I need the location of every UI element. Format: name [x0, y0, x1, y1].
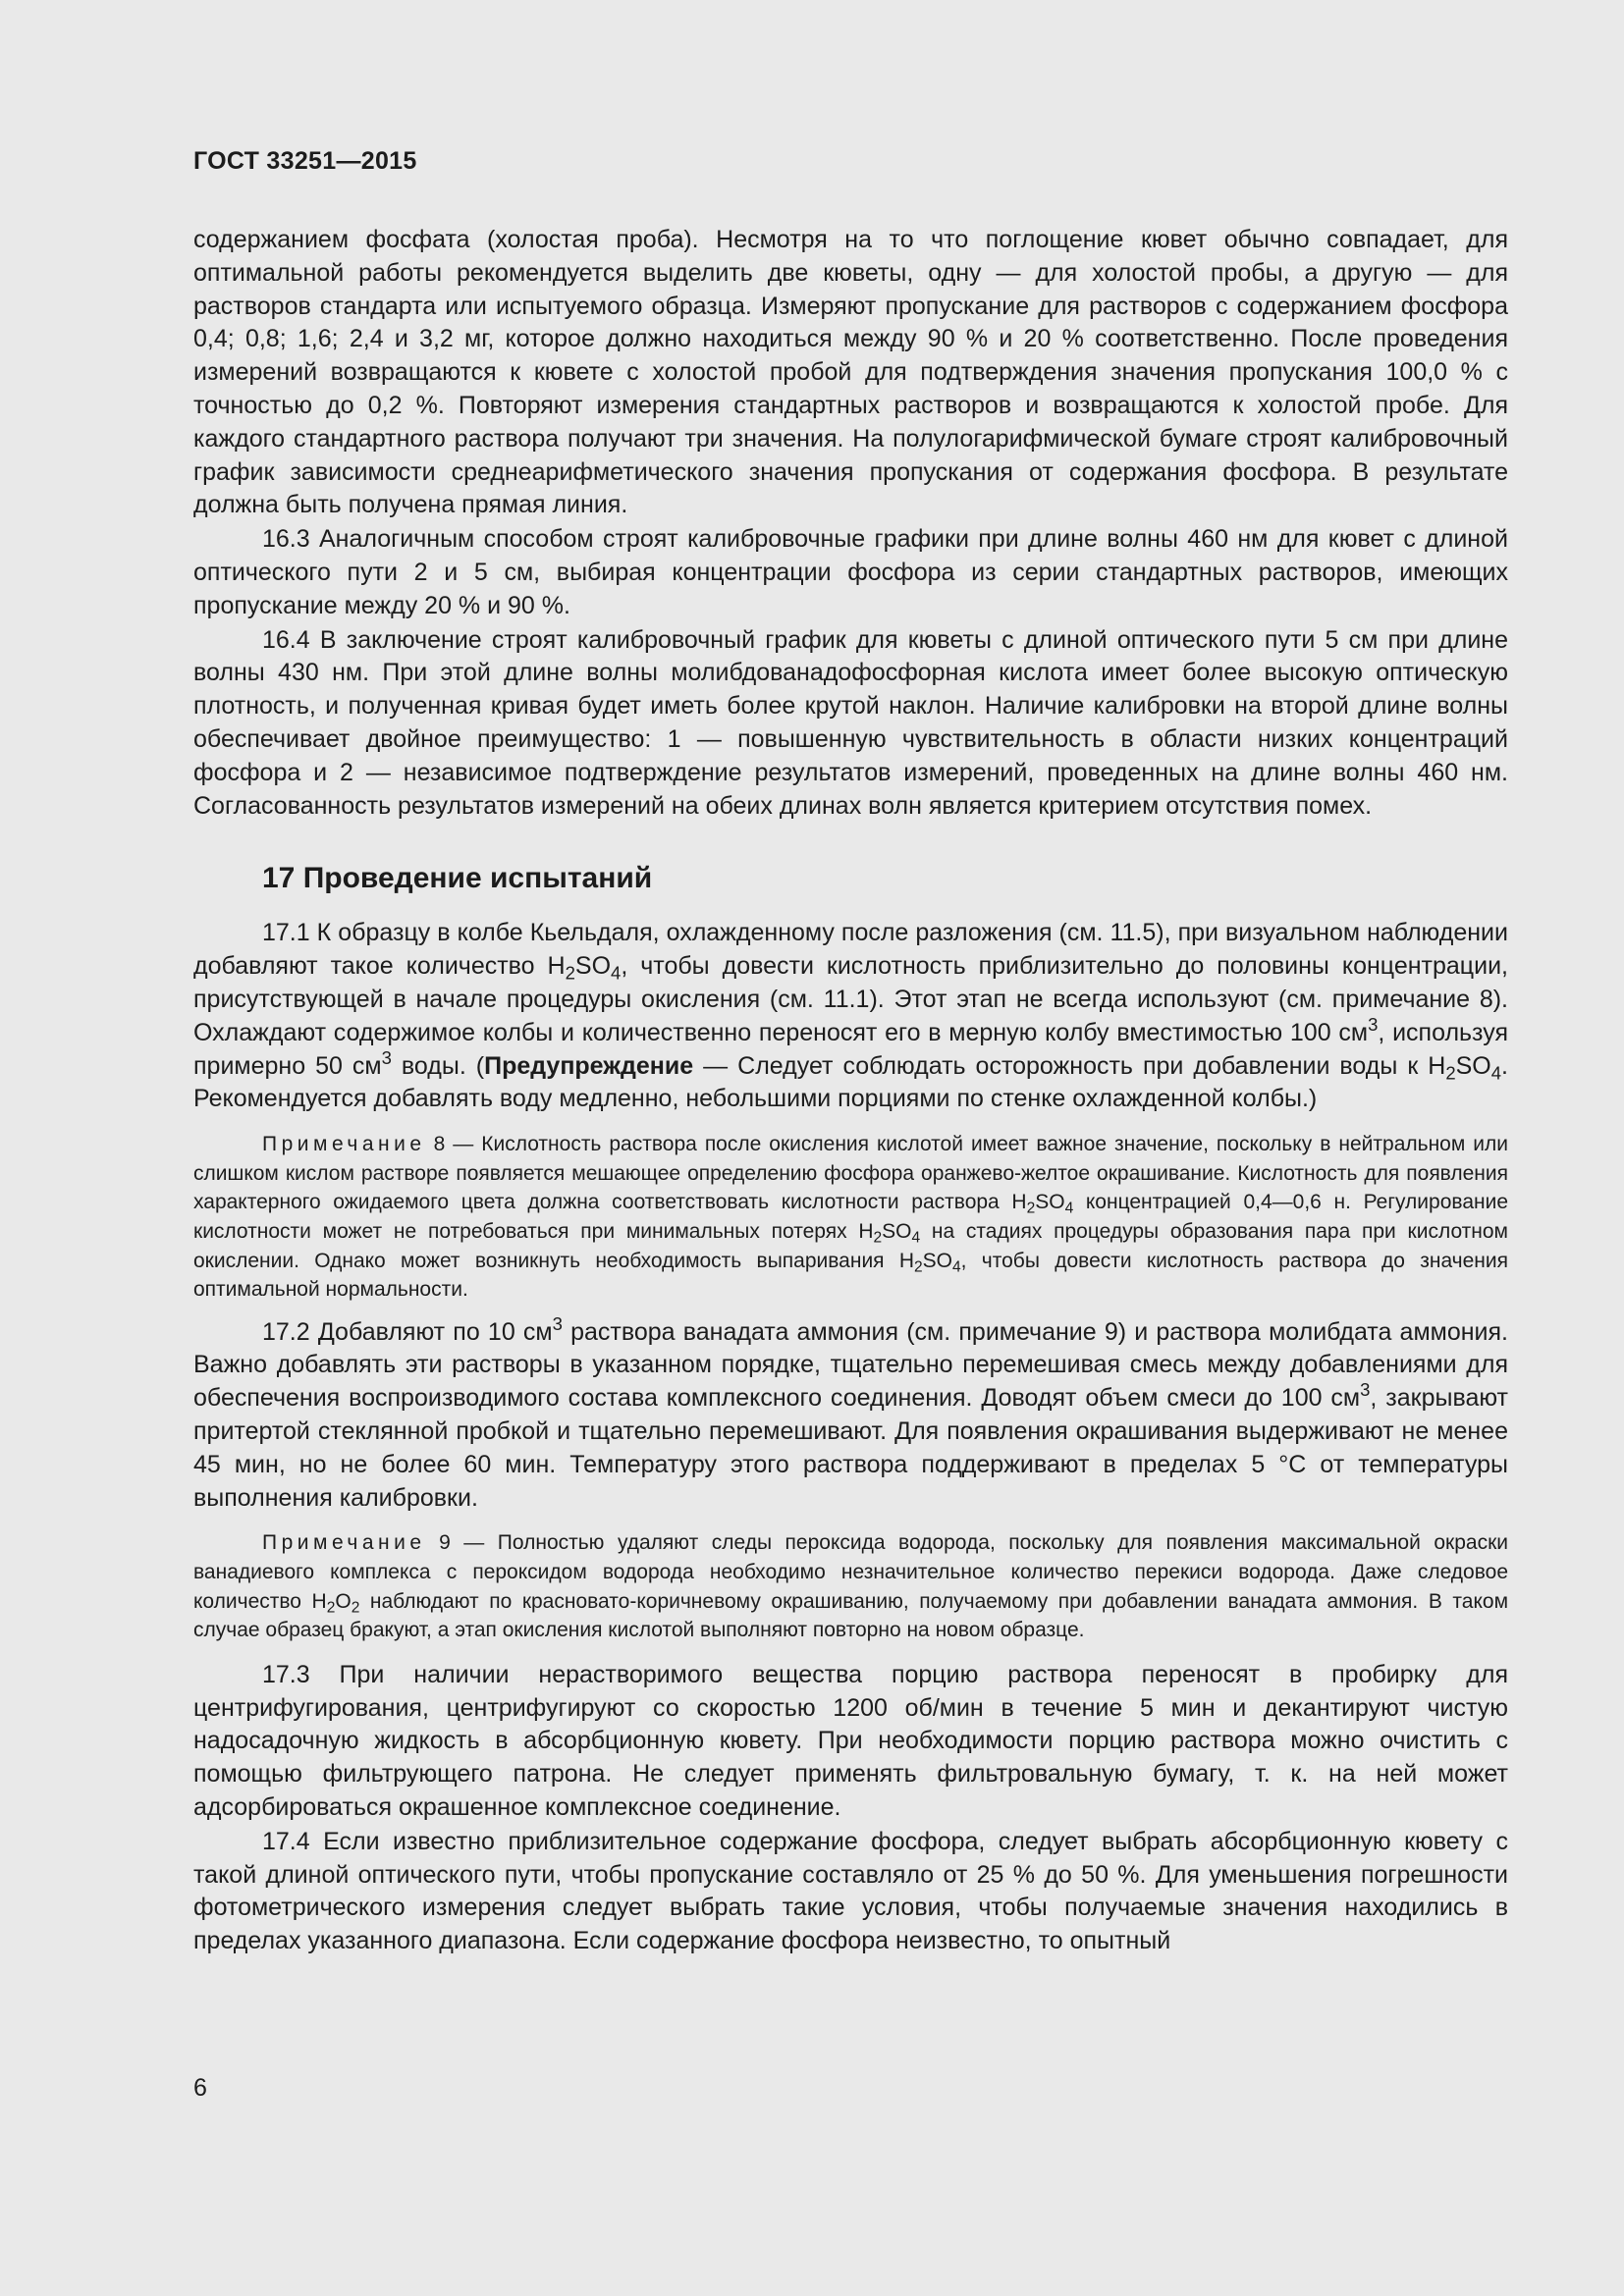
warning-label: Предупреждение: [484, 1051, 694, 1080]
paragraph-17-3: 17.3 При наличии нерастворимого вещества порцию раствора переносят в пробирку для центрифугирования, центрифугируют со скоростью 1200 об/мин в течение 5 мин и декантируют чистую надосадочную жидкость в абсорбционную кювету. При необходимости порцию раствора можно очистить с помощью фильтрующего патрона. Не следует применять фильтровальную бумагу, т. к. на ней может адсорбироваться окрашенное комплексное соединение.: [193, 1660, 1508, 1822]
document-header: ГОСТ 33251—2015: [193, 147, 417, 175]
note-9: Примечание 9 — Полностью удаляют следы пероксида водорода, поскольку для появления максимальной окраски ванадиевого комплекса с пероксидом водорода необходимо незначительное количество перекиси водорода. Даже следовое количество $H_2O_2$ наблюдают по красновато-коричневому окрашиванию, получаемому при добавлении ванадата аммония. В таком случае образец бракуют, а этап окисления кислотой выполняют повторно на новом образце.: [193, 1531, 1509, 1642]
document-body: [193, 224, 1508, 1958]
paragraph-continuation: содержанием фосфата (холостая проба). Несмотря на то что поглощение кювет обычно совпадает, для оптимальной работы рекомендуется выделить две кюветы, одну — для холостой пробы, а другую — для растворов стандарта или испытуемого образца. Измеряют пропускание для растворов с содержанием фосфора 0,4; 0,8; 1,6; 2,4 и 3,2 мг, которое должно находиться между 90 % и 20 % соответственно. После проведения измерений возвращаются к кювете с холостой пробой для подтверждения значения пропускания 100,0 % с точностью до 0,2 %. Повторяют измерения стандартных растворов и возвращаются к холостой пробе. Для каждого стандартного раствора получают три значения. На полулогарифмической бумаге строят калибровочный график зависимости среднеарифметического значения пропускания от содержания фосфора. В результате должна быть получена прямая линия.: [193, 226, 1508, 519]
page-number: 6: [193, 2074, 207, 2102]
paragraph-17-1: 17.1 К образцу в колбе Кьельдаля, охлажденному после разложения (см. 11.5), при визуальном наблюдении добавляют такое количество $H_2SO_4$, чтобы довести кислотность приблизительно до половины концентрации, присутствующей в начале процедуры окисления (см. 11.1). Этот этап не всегда используют (см. примечание 8). Охлаждают содержимое колбы и количественно переносят его в мерную колбу вместимостью 100 $см^3$, используя примерно 50 $см^3$ воды. (Предупреждение — Следует соблюдать осторожность при добавлении воды к $H_2SO_4$. Рекомендуется добавлять воду медленно, небольшими порциями по стенке охлажденной колбы.): [193, 919, 1508, 1113]
note-label: Примечание: [262, 1133, 426, 1156]
paragraph-17-4: 17.4 Если известно приблизительное содержание фосфора, следует выбрать абсорбционную кювету с такой длиной оптического пути, чтобы пропускание составляло от 25 % до 50 %. Для уменьшения погрешности фотометрического измерения следует выбрать такие условия, чтобы получаемые значения находились в пределах указанного диапазона. Если содержание фосфора неизвестно, то опытный: [193, 1827, 1508, 1955]
paragraph-16-4: 16.4 В заключение строят калибровочный график для кюветы с длиной оптического пути 5 см при длине волны 430 нм. При этой длине волны молибдованадофосфорная кислота имеет более высокую оптическую плотность, и полученная кривая будет иметь более крутой наклон. Наличие калибровки на второй длине волны обеспечивает двойное преимущество: 1 — повышенную чувствительность в области низких концентраций фосфора и 2 — независимое подтверждение результатов измерений, проведенных на длине волны 460 нм. Согласованность результатов измерений на обеих длинах волн является критерием отсутствия помех.: [193, 625, 1508, 820]
section-heading-17: 17 Проведение испытаний: [262, 862, 653, 895]
paragraph-16-3: 16.3 Аналогичным способом строят калибровочные графики при длине волны 460 нм для кювет с длиной оптического пути 2 и 5 см, выбирая концентрации фосфора из серии стандартных растворов, имеющих пропускание между 20 % и 90 %.: [193, 525, 1508, 619]
note-label: Примечание: [262, 1531, 426, 1555]
note-8: Примечание 8 — Кислотность раствора после окисления кислотой имеет важное значение, поскольку в нейтральном или слишком кислом растворе появляется мешающее определению фосфора оранжево-желтое окрашивание. Кислотность для появления характерного ожидаемого цвета должна соответствовать кислотности раствора $H_2SO_4$ концентрацией 0,4—0,6 н. Регулирование кислотности может не потребоваться при минимальных потерях $H_2SO_4$ на стадиях процедуры образования пара при кислотном окислении. Однако может возникнуть необходимость выпаривания $H_2SO_4$, чтобы довести кислотность раствора до значения оптимальной нормальности.: [193, 1133, 1509, 1302]
paragraph-17-2: 17.2 Добавляют по 10 $см^3$ раствора ванадата аммония (см. примечание 9) и раствора молибдата аммония. Важно добавлять эти растворы в указанном порядке, тщательно перемешивая смесь между добавлениями для обеспечения воспроизводимого состава комплексного соединения. Доводят объем смеси до 100 $см^3$, закрывают притертой стеклянной пробкой и тщательно перемешивают. Для появления окрашивания выдерживают не менее 45 мин, но не более 60 мин. Температуру этого раствора поддерживают в пределах 5 °С от температуры выполнения калибровки.: [193, 1312, 1509, 1512]
